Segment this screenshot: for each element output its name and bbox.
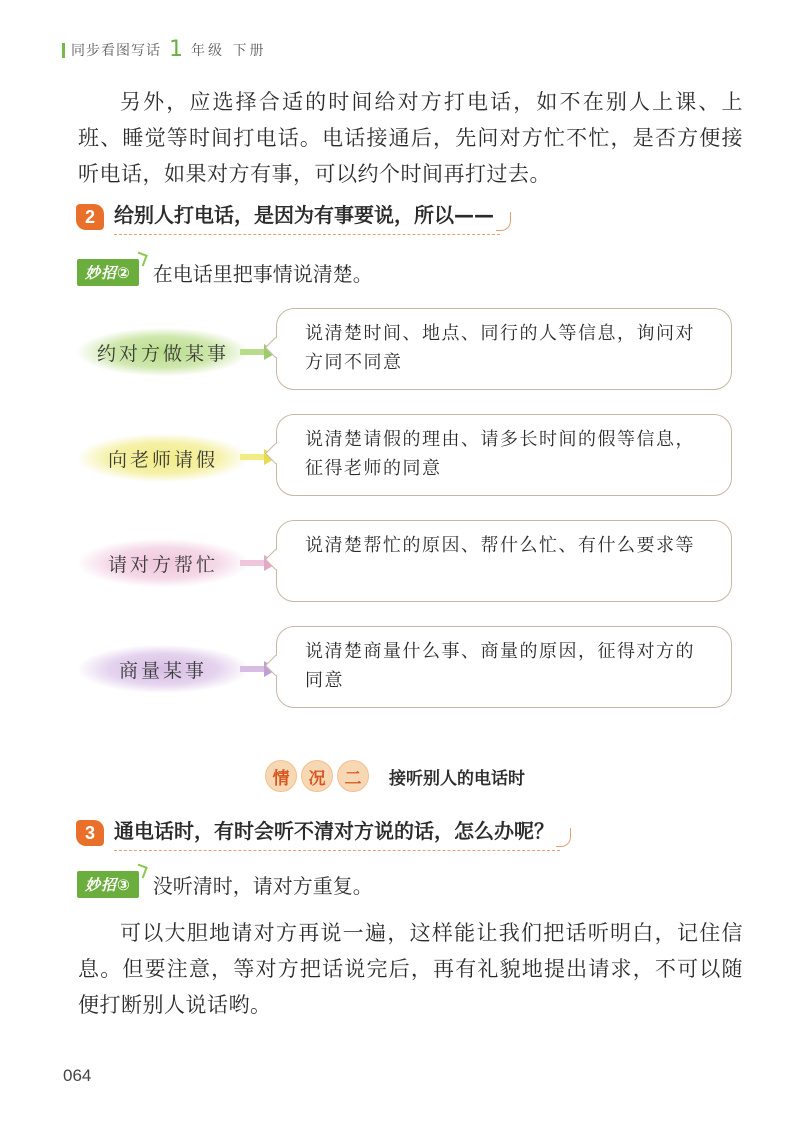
grade-number: 1 bbox=[169, 37, 183, 62]
grade-text: 年级 下册 bbox=[191, 43, 267, 59]
header-accent-bar bbox=[62, 43, 65, 58]
question-underline-curl bbox=[496, 212, 511, 231]
situation-char: 二 bbox=[337, 760, 369, 792]
page-number: 064 bbox=[63, 1066, 92, 1085]
tip-text: 没听清时，请对方重复。 bbox=[152, 874, 373, 898]
question-number: 3 bbox=[76, 820, 104, 846]
item-detail-4: 说清楚商量什么事、商量的原因，征得对方的同意 bbox=[276, 626, 732, 708]
item-label-1: 约对方做某事 bbox=[78, 328, 248, 376]
question-2 bbox=[76, 199, 511, 235]
tip-text: 在电话里把事情说清楚。 bbox=[152, 262, 373, 286]
closing-paragraph: 可以大胆地请对方再说一遍，这样能让我们把话听明白，记住信息。但要注意，等对方把话说完后，再有礼貌地提出请求，不可以随便打断别人说话哟。 bbox=[78, 921, 743, 1017]
question-number: 2 bbox=[76, 204, 104, 230]
item-label-4: 商量某事 bbox=[78, 645, 248, 693]
tip-3 bbox=[77, 870, 373, 899]
question-3 bbox=[76, 815, 571, 851]
situation-char: 况 bbox=[301, 760, 333, 792]
situation-heading bbox=[265, 760, 525, 792]
item-label-2: 向老师请假 bbox=[78, 434, 248, 482]
situation-title: 接听别人的电话时 bbox=[389, 768, 525, 789]
item-detail-2: 说清楚请假的理由、请多长时间的假等信息，征得老师的同意 bbox=[276, 414, 732, 496]
situation-char: 情 bbox=[265, 760, 297, 792]
tip-badge: 妙招② bbox=[77, 259, 139, 286]
question-underline-curl bbox=[556, 828, 571, 847]
question-text: 通电话时，有时会听不清对方说的话，怎么办呢？ bbox=[114, 815, 560, 851]
question-text: 给别人打电话，是因为有事要说，所以—— bbox=[114, 199, 500, 235]
intro-paragraph: 另外，应选择合适的时间给对方打电话，如不在别人上课、上班、睡觉等时间打电话。电话接通后，先问对方忙不忙，是否方便接听电话，如果对方有事，可以约个时间再打过去。 bbox=[78, 90, 743, 186]
item-detail-1: 说清楚时间、地点、同行的人等信息，询问对方同不同意 bbox=[276, 308, 732, 390]
book-title: 同步看图写话 bbox=[71, 43, 161, 59]
item-detail-3: 说清楚帮忙的原因、帮什么忙、有什么要求等 bbox=[276, 520, 732, 602]
page-header bbox=[62, 37, 267, 62]
tip-2 bbox=[77, 258, 373, 287]
item-label-3: 请对方帮忙 bbox=[78, 539, 248, 587]
tip-badge: 妙招③ bbox=[77, 871, 139, 898]
